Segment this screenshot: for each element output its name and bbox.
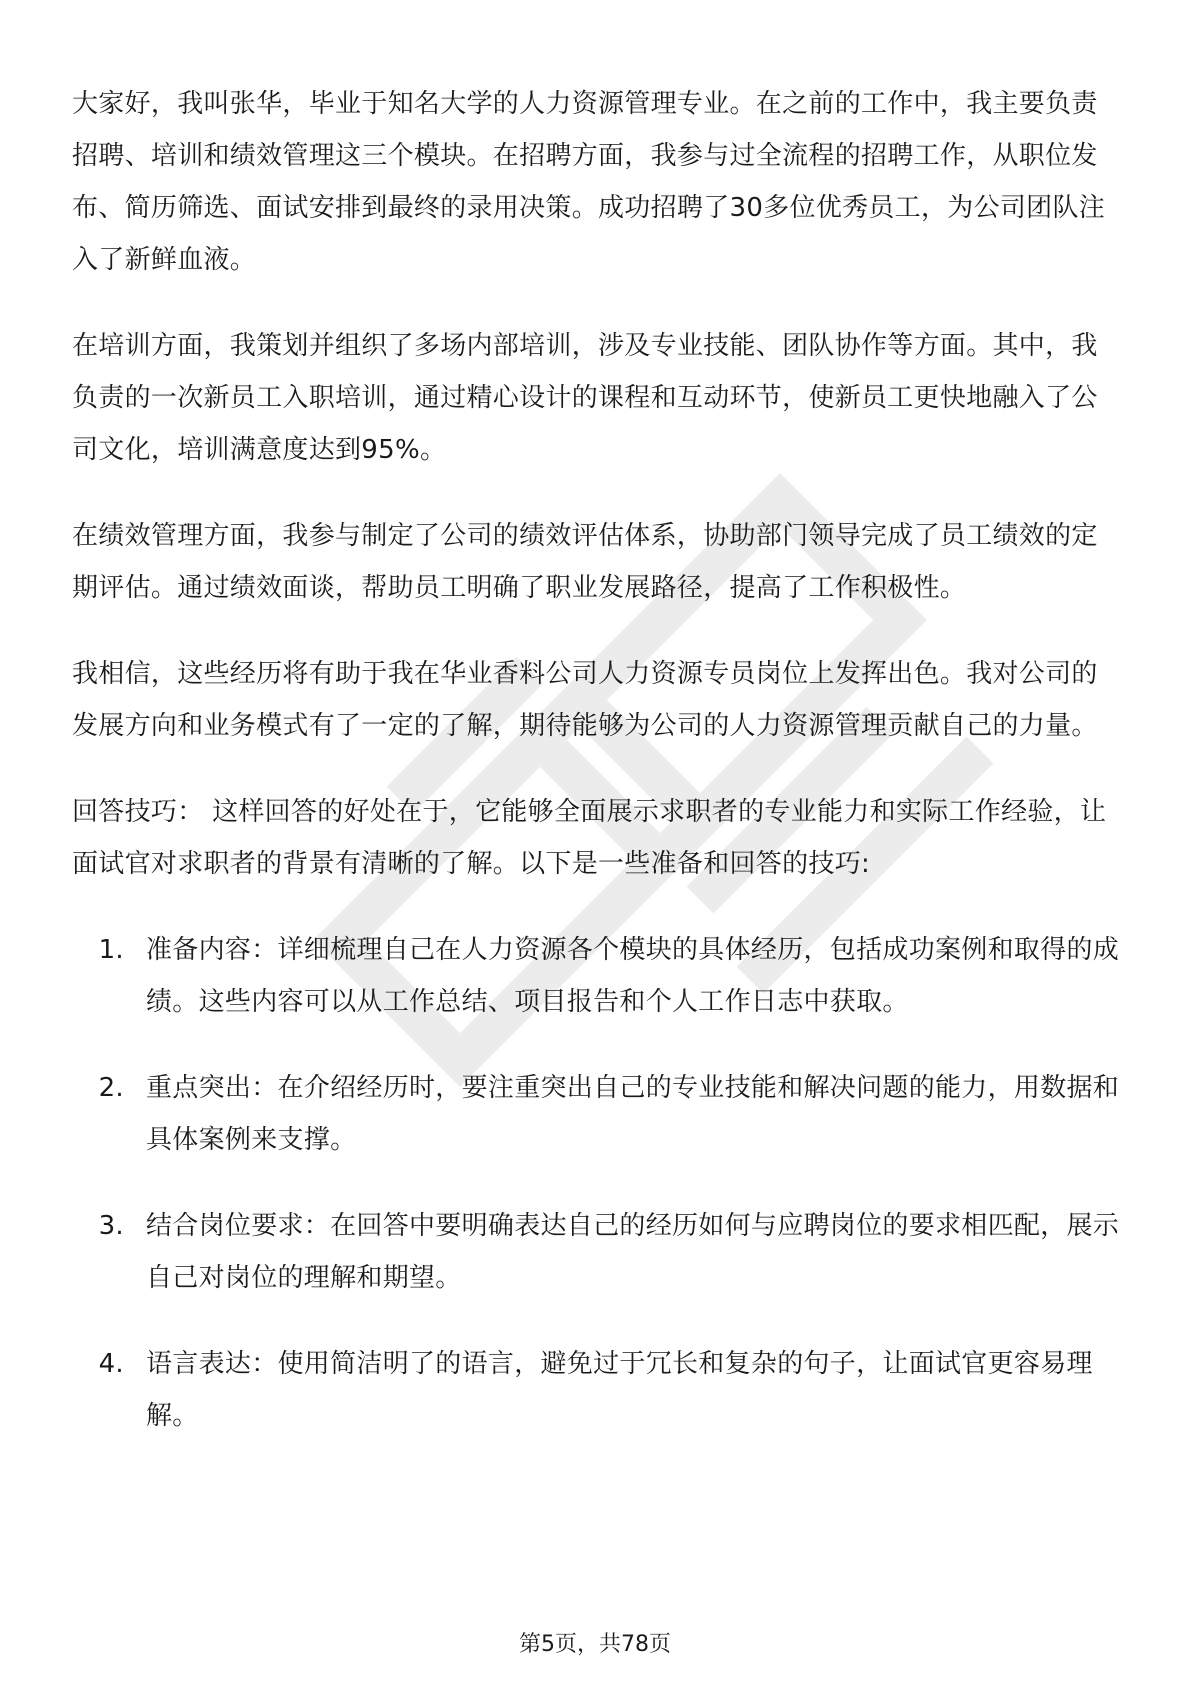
document-body <box>72 78 1122 1476</box>
list-item-number: 2. <box>98 1073 124 1103</box>
list-item-number: 3. <box>98 1211 124 1241</box>
list-item-text: 语言表达：使用简洁明了的语言，避免过于冗长和复杂的句子，让面试官更容易理解。 <box>146 1349 1093 1431</box>
list-item <box>72 924 1122 1028</box>
paragraph-conclusion: 我相信，这些经历将有助于我在华业香料公司人力资源专员岗位上发挥出色。我对公司的发展方向和业务模式有了一定的了解，期待能够为公司的人力资源管理贡献自己的力量。 <box>72 659 1098 741</box>
list-item-text: 准备内容：详细梳理自己在人力资源各个模块的具体经历，包括成功案例和取得的成绩。这些内容可以从工作总结、项目报告和个人工作日志中获取。 <box>146 935 1120 1017</box>
list-item <box>72 1200 1122 1304</box>
list-item <box>72 1062 1122 1166</box>
page-footer: 第5页，共78页 <box>519 1632 671 1657</box>
list-item-text: 结合岗位要求：在回答中要明确表达自己的经历如何与应聘岗位的要求相匹配，展示自己对岗位的理解和期望。 <box>146 1211 1120 1293</box>
list-item-number: 1. <box>98 935 124 965</box>
paragraph-answer-tips: 回答技巧： 这样回答的好处在于，它能够全面展示求职者的专业能力和实际工作经验，让面试官对求职者的背景有清晰的了解。以下是一些准备和回答的技巧: <box>72 797 1107 879</box>
paragraph-performance: 在绩效管理方面，我参与制定了公司的绩效评估体系，协助部门领导完成了员工绩效的定期评估。通过绩效面谈，帮助员工明确了职业发展路径，提高了工作积极性。 <box>72 521 1098 603</box>
paragraph-intro: 大家好，我叫张华，毕业于知名大学的人力资源管理专业。在之前的工作中，我主要负责招聘、培训和绩效管理这三个模块。在招聘方面，我参与过全流程的招聘工作，从职位发布、简历筛选、面试安排到最终的录用决策。成功招聘了30多位优秀员工，为公司团队注入了新鲜血液。 <box>72 89 1106 275</box>
list-item-text: 重点突出：在介绍经历时，要注重突出自己的专业技能和解决问题的能力，用数据和具体案例来支撑。 <box>146 1073 1120 1155</box>
paragraph-training: 在培训方面，我策划并组织了多场内部培训，涉及专业技能、团队协作等方面。其中，我负责的一次新员工入职培训，通过精心设计的课程和互动环节，使新员工更快地融入了公司文化，培训满意度达到95%。 <box>72 331 1098 465</box>
list-item-number: 4. <box>98 1349 124 1379</box>
tips-list <box>72 924 1122 1442</box>
list-item <box>72 1338 1122 1442</box>
